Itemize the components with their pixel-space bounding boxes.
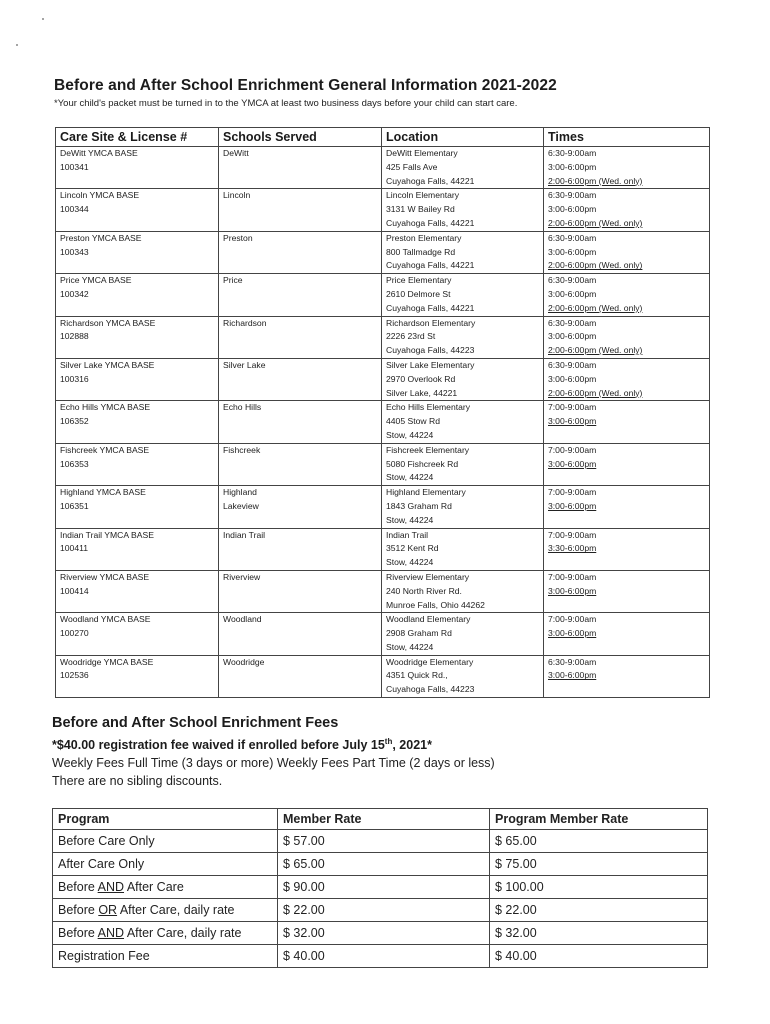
table-row (56, 443, 710, 485)
location-line: Stow, 44224 (386, 429, 434, 440)
time-entry: 6:30-9:00am (548, 190, 597, 201)
member-rate-cell: $ 57.00 (278, 830, 490, 853)
school-name: Indian Trail (223, 529, 266, 540)
schools-served-cell (219, 274, 382, 316)
location-cell (382, 443, 544, 485)
location-line: Riverview Elementary (386, 571, 470, 582)
program-text: Before (58, 903, 99, 917)
program-text: After Care Only (58, 857, 145, 871)
site-name: Highland YMCA BASE (60, 487, 146, 498)
location-cell (382, 274, 544, 316)
time-entry: 3:00-6:00pm (548, 331, 597, 342)
location-line: 425 Falls Ave (386, 161, 438, 172)
time-entry: 3:30-6:00pm (548, 543, 597, 554)
location-cell (382, 655, 544, 697)
location-cell (382, 231, 544, 273)
table-row (53, 899, 708, 922)
location-line: Cuyahoga Falls, 44221 (386, 302, 475, 313)
license-number: 106352 (60, 416, 89, 427)
times-cell (544, 358, 710, 400)
table-row (53, 922, 708, 945)
table-row (56, 147, 710, 189)
site-name: Preston YMCA BASE (60, 232, 142, 243)
license-number: 100270 (60, 628, 89, 639)
license-number: 100411 (60, 543, 89, 554)
header-program-member-rate: Program Member Rate (490, 809, 708, 830)
program-member-rate-cell: $ 75.00 (490, 853, 708, 876)
scan-speck (42, 18, 44, 20)
license-number: 100344 (60, 204, 89, 215)
location-line: Indian Trail (386, 529, 429, 540)
school-name: Price (223, 275, 243, 286)
schools-served-cell (219, 231, 382, 273)
table-row (56, 401, 710, 443)
location-cell (382, 528, 544, 570)
location-line: Cuyahoga Falls, 44223 (386, 684, 475, 695)
location-line: Stow, 44224 (386, 641, 434, 652)
care-site-cell (56, 274, 219, 316)
scan-speck (16, 44, 18, 46)
location-cell (382, 613, 544, 655)
times-cell (544, 231, 710, 273)
program-text-end: After Care, daily rate (124, 926, 242, 940)
table-row (53, 876, 708, 899)
time-entry: 3:00-6:00pm (548, 585, 597, 596)
table-row (56, 655, 710, 697)
schools-served-cell (219, 316, 382, 358)
table-row (53, 830, 708, 853)
location-line: 3131 W Bailey Rd (386, 204, 455, 215)
program-text: Before Care Only (58, 834, 155, 848)
care-site-cell (56, 147, 219, 189)
location-cell (382, 486, 544, 528)
time-entry: 7:00-9:00am (548, 402, 597, 413)
care-site-cell (56, 401, 219, 443)
school-name: Fishcreek (223, 444, 261, 455)
program-cell (53, 945, 278, 968)
time-entry: 7:00-9:00am (548, 614, 597, 625)
care-site-cell (56, 358, 219, 400)
schools-served-cell (219, 528, 382, 570)
time-entry: 2:00-6:00pm (Wed. only) (548, 175, 643, 186)
member-rate-cell: $ 40.00 (278, 945, 490, 968)
license-number: 106351 (60, 500, 89, 511)
school-name: Preston (223, 232, 253, 243)
program-text: Registration Fee (58, 949, 150, 963)
location-line: Silver Lake, 44221 (386, 387, 458, 398)
location-line: Woodland Elementary (386, 614, 471, 625)
time-entry: 7:00-9:00am (548, 444, 597, 455)
sites-table (55, 127, 710, 698)
program-member-rate-cell: $ 32.00 (490, 922, 708, 945)
site-name: Richardson YMCA BASE (60, 317, 156, 328)
times-cell (544, 189, 710, 231)
program-cell (53, 899, 278, 922)
fees-table (52, 808, 708, 968)
location-cell (382, 570, 544, 612)
table-row (56, 274, 710, 316)
care-site-cell (56, 231, 219, 273)
page-title: Before and After School Enrichment General Information 2021-2022 (54, 77, 557, 94)
sibling-note: There are no sibling discounts. (52, 774, 223, 788)
school-name: Woodridge (223, 656, 265, 667)
time-entry: 3:00-6:00pm (548, 628, 597, 639)
schools-served-cell (219, 570, 382, 612)
location-cell (382, 189, 544, 231)
times-cell (544, 570, 710, 612)
time-entry: 3:00-6:00pm (548, 204, 597, 215)
time-entry: 3:00-6:00pm (548, 288, 597, 299)
location-line: Stow, 44224 (386, 557, 434, 568)
times-cell (544, 443, 710, 485)
member-rate-cell: $ 65.00 (278, 853, 490, 876)
location-line: Richardson Elementary (386, 317, 476, 328)
program-cell (53, 922, 278, 945)
times-cell (544, 401, 710, 443)
times-cell (544, 274, 710, 316)
table-row (56, 316, 710, 358)
schools-served-cell (219, 655, 382, 697)
care-site-cell (56, 570, 219, 612)
location-line: 3512 Kent Rd (386, 543, 439, 554)
location-cell (382, 358, 544, 400)
location-line: DeWitt Elementary (386, 148, 458, 158)
location-line: 4405 Stow Rd (386, 416, 440, 427)
time-entry: 2:00-6:00pm (Wed. only) (548, 345, 643, 356)
site-name: Silver Lake YMCA BASE (60, 359, 155, 370)
time-entry: 3:00-6:00pm (548, 670, 597, 681)
schools-served-cell (219, 443, 382, 485)
times-cell (544, 316, 710, 358)
program-emphasis: AND (97, 926, 125, 940)
waiver-text: *$40.00 registration fee waived if enrolled before July 15 (52, 738, 385, 753)
schools-served-cell (219, 358, 382, 400)
time-entry: 3:00-6:00pm (548, 416, 597, 427)
time-entry: 2:00-6:00pm (Wed. only) (548, 217, 643, 228)
registration-waiver-note (52, 737, 432, 752)
school-name: Riverview (223, 571, 261, 582)
location-line: Woodridge Elementary (386, 656, 474, 667)
location-line: Preston Elementary (386, 232, 462, 243)
time-entry: 7:00-9:00am (548, 571, 597, 582)
location-line: Echo Hills Elementary (386, 402, 471, 413)
location-line: 2610 Delmore St (386, 288, 451, 299)
header-member-rate: Member Rate (278, 809, 490, 830)
time-entry: 6:30-9:00am (548, 232, 597, 243)
time-entry: 2:00-6:00pm (Wed. only) (548, 387, 643, 398)
care-site-cell (56, 528, 219, 570)
license-number: 102888 (60, 331, 89, 342)
time-entry: 2:00-6:00pm (Wed. only) (548, 260, 643, 271)
location-line: 800 Tallmadge Rd (386, 246, 456, 257)
header-care-site: Care Site & License # (56, 128, 219, 147)
location-cell (382, 316, 544, 358)
location-line: Highland Elementary (386, 487, 466, 498)
schools-served-cell (219, 486, 382, 528)
time-entry: 6:30-9:00am (548, 656, 597, 667)
packet-note: *Your child's packet must be turned in to the YMCA at least two business days before your child can start care. (54, 98, 518, 109)
site-name: Woodridge YMCA BASE (60, 656, 154, 667)
school-name: Silver Lake (223, 359, 266, 370)
license-number: 106353 (60, 458, 89, 469)
care-site-cell (56, 316, 219, 358)
program-cell (53, 876, 278, 899)
location-line: 2908 Graham Rd (386, 628, 452, 639)
time-entry: 6:30-9:00am (548, 148, 597, 158)
member-rate-cell: $ 22.00 (278, 899, 490, 922)
program-member-rate-cell: $ 100.00 (490, 876, 708, 899)
program-emphasis: AND (97, 880, 125, 894)
location-line: Stow, 44224 (386, 472, 434, 483)
time-entry: 3:00-6:00pm (548, 500, 597, 511)
location-line: 4351 Quick Rd., (386, 670, 448, 681)
license-number: 100414 (60, 585, 89, 596)
site-name: Woodland YMCA BASE (60, 614, 151, 625)
times-cell (544, 613, 710, 655)
program-text: Before (58, 926, 98, 940)
location-line: Cuyahoga Falls, 44221 (386, 217, 475, 228)
header-times: Times (544, 128, 710, 147)
schools-served-cell (219, 147, 382, 189)
school-name: Highland (223, 487, 257, 498)
time-entry: 3:00-6:00pm (548, 161, 597, 172)
location-cell (382, 147, 544, 189)
program-text-end: After Care, daily rate (117, 903, 235, 917)
site-name: Riverview YMCA BASE (60, 571, 150, 582)
site-name: DeWitt YMCA BASE (60, 148, 138, 158)
location-line: Munroe Falls, Ohio 44262 (386, 599, 485, 610)
member-rate-cell: $ 32.00 (278, 922, 490, 945)
site-name: Lincoln YMCA BASE (60, 190, 140, 201)
care-site-cell (56, 443, 219, 485)
school-name: DeWitt (223, 148, 249, 158)
site-name: Price YMCA BASE (60, 275, 132, 286)
time-entry: 6:30-9:00am (548, 275, 597, 286)
location-cell (382, 401, 544, 443)
care-site-cell (56, 486, 219, 528)
location-line: 1843 Graham Rd (386, 500, 452, 511)
site-name: Indian Trail YMCA BASE (60, 529, 154, 540)
school-name: Lincoln (223, 190, 251, 201)
schools-served-cell (219, 401, 382, 443)
location-line: Cuyahoga Falls, 44221 (386, 175, 475, 186)
table-row (56, 231, 710, 273)
site-name: Fishcreek YMCA BASE (60, 444, 150, 455)
header-schools-served: Schools Served (219, 128, 382, 147)
times-cell (544, 655, 710, 697)
location-line: 5080 Fishcreek Rd (386, 458, 459, 469)
location-line: Stow, 44224 (386, 514, 434, 525)
weekly-fees-note: Weekly Fees Full Time (3 days or more) Weekly Fees Part Time (2 days or less) (52, 756, 495, 770)
school-name: Lakeview (223, 500, 259, 511)
program-emphasis: OR (98, 903, 118, 917)
school-name: Echo Hills (223, 402, 262, 413)
location-line: Price Elementary (386, 275, 452, 286)
site-name: Echo Hills YMCA BASE (60, 402, 151, 413)
location-line: Lincoln Elementary (386, 190, 460, 201)
table-row (56, 570, 710, 612)
program-text: Before (58, 880, 98, 894)
license-number: 100316 (60, 373, 89, 384)
care-site-cell (56, 613, 219, 655)
table-row (56, 358, 710, 400)
table-row (53, 945, 708, 968)
schools-served-cell (219, 613, 382, 655)
schools-served-cell (219, 189, 382, 231)
time-entry: 6:30-9:00am (548, 359, 597, 370)
location-line: 240 North River Rd. (386, 585, 462, 596)
school-name: Woodland (223, 614, 262, 625)
program-text-end: After Care (124, 880, 184, 894)
program-cell (53, 853, 278, 876)
header-program: Program (53, 809, 278, 830)
time-entry: 6:30-9:00am (548, 317, 597, 328)
school-name: Richardson (223, 317, 267, 328)
program-member-rate-cell: $ 65.00 (490, 830, 708, 853)
fees-table-header (53, 809, 708, 830)
fees-title: Before and After School Enrichment Fees (52, 715, 339, 731)
table-row (56, 486, 710, 528)
table-row (53, 853, 708, 876)
waiver-sup: th (384, 737, 393, 746)
member-rate-cell: $ 90.00 (278, 876, 490, 899)
times-cell (544, 147, 710, 189)
times-cell (544, 528, 710, 570)
location-line: 2970 Overlook Rd (386, 373, 456, 384)
location-line: Silver Lake Elementary (386, 359, 475, 370)
time-entry: 7:00-9:00am (548, 487, 597, 498)
location-line: Cuyahoga Falls, 44223 (386, 345, 475, 356)
location-line: Cuyahoga Falls, 44221 (386, 260, 475, 271)
program-member-rate-cell: $ 22.00 (490, 899, 708, 922)
license-number: 100341 (60, 161, 89, 172)
license-number: 102536 (60, 670, 89, 681)
location-line: 2226 23rd St (386, 331, 436, 342)
program-member-rate-cell: $ 40.00 (490, 945, 708, 968)
time-entry: 3:00-6:00pm (548, 373, 597, 384)
table-row (56, 613, 710, 655)
table-row (56, 528, 710, 570)
times-cell (544, 486, 710, 528)
time-entry: 3:00-6:00pm (548, 246, 597, 257)
license-number: 100343 (60, 246, 89, 257)
table-row (56, 189, 710, 231)
time-entry: 2:00-6:00pm (Wed. only) (548, 302, 643, 313)
sites-table-header (56, 128, 710, 147)
time-entry: 3:00-6:00pm (548, 458, 597, 469)
license-number: 100342 (60, 288, 89, 299)
care-site-cell (56, 655, 219, 697)
program-cell (53, 830, 278, 853)
time-entry: 7:00-9:00am (548, 529, 597, 540)
waiver-end: , 2021* (392, 738, 432, 753)
header-location: Location (382, 128, 544, 147)
care-site-cell (56, 189, 219, 231)
location-line: Fishcreek Elementary (386, 444, 470, 455)
